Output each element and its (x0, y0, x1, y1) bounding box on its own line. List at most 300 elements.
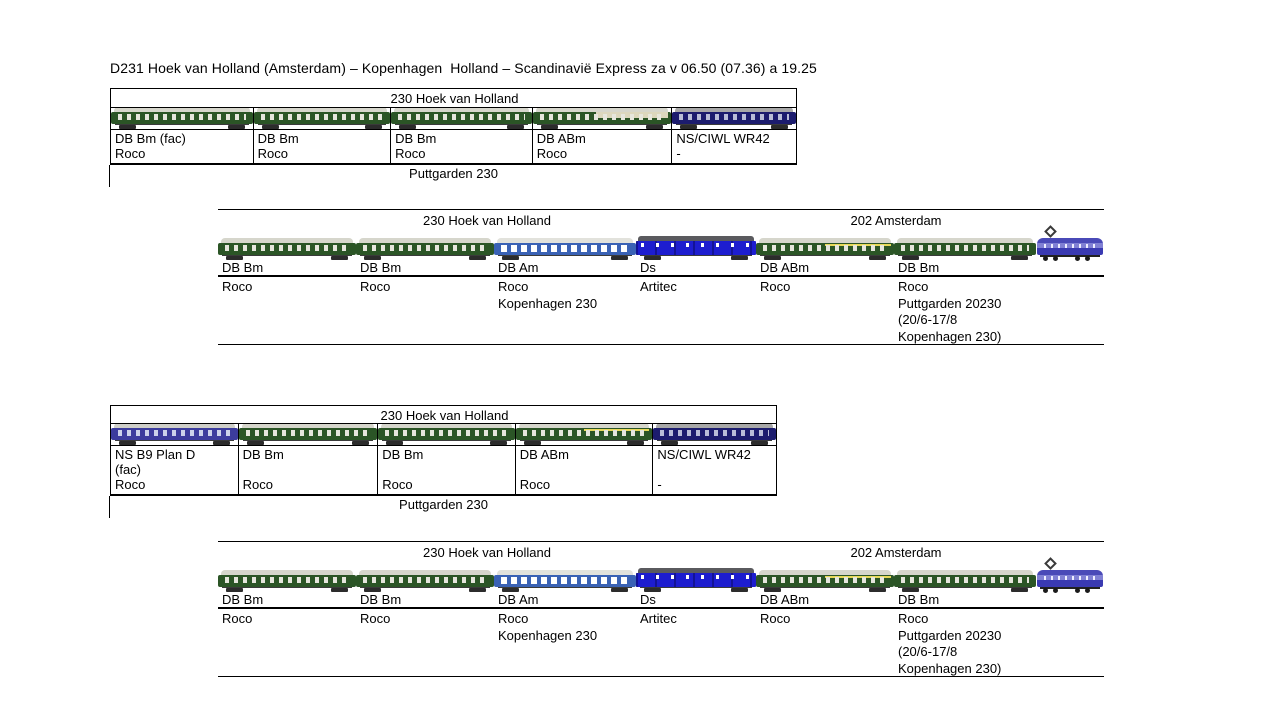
car-name-cell (894, 592, 1036, 607)
bogie (364, 588, 381, 592)
car-cell (1036, 226, 1104, 260)
left-tick (109, 496, 110, 518)
car-windows (398, 114, 525, 120)
car-maker (395, 146, 530, 161)
car-windows (261, 114, 384, 120)
car-type-name (657, 447, 774, 477)
car-maker-line: Artitec (640, 279, 677, 294)
car-cell (238, 423, 378, 445)
coach-green-icon (218, 238, 356, 260)
car-maker-cell (636, 609, 756, 676)
car-type-line: (fac) (115, 462, 141, 477)
car-windows (363, 577, 487, 583)
car-maker-line: Roco (242, 477, 273, 492)
coach-green-cream-icon (533, 107, 672, 129)
train-image-row (218, 566, 1104, 592)
car-maker-line: Roco (498, 611, 529, 626)
bogie (399, 125, 416, 129)
bogie (869, 588, 886, 592)
car-windows (501, 245, 629, 252)
car-maker-cell (756, 277, 894, 344)
locomotive-body (1037, 570, 1103, 587)
car-maker-line: (20/6-17/8 (898, 644, 958, 659)
car-name-cell (756, 592, 894, 607)
bogie (524, 441, 541, 445)
car-body (111, 112, 253, 124)
bogie (680, 125, 697, 129)
car-type-line: NS/CIWL WR42 (676, 131, 770, 146)
car-chassis (378, 440, 515, 445)
car-cell (494, 238, 636, 260)
car-windows (225, 577, 349, 583)
route-header: 202 Amsterdam (850, 545, 942, 560)
car-body (239, 428, 378, 440)
car-cell (894, 570, 1036, 592)
consist-footer (110, 496, 777, 516)
car-name-cell (894, 260, 1036, 275)
car-maker-line: Roco (115, 146, 146, 161)
car-type-line: DB Bm (898, 260, 940, 275)
car-cell (636, 236, 756, 260)
bogie (469, 588, 486, 592)
car-maker (115, 477, 236, 492)
car-chassis (254, 124, 391, 129)
coach-navy-icon (653, 423, 776, 445)
coach-green-yellow-icon (516, 423, 653, 445)
car-cell (390, 107, 532, 129)
car-maker (537, 146, 670, 161)
car-body (218, 243, 356, 255)
bogie (627, 441, 644, 445)
footer-label: Puttgarden 230 (409, 166, 498, 181)
car-windows (763, 577, 887, 583)
route-header: 230 Hoek van Holland (423, 213, 551, 228)
car-cell (356, 238, 494, 260)
consist-header-row (111, 89, 796, 108)
car-cell (356, 570, 494, 592)
car-type-line: DB Bm (395, 131, 437, 146)
coach-steel-icon (494, 570, 636, 592)
car-maker-cell (894, 609, 1036, 676)
car-body (636, 241, 756, 255)
car-chassis (894, 587, 1036, 592)
car-makers-row (218, 609, 1104, 677)
car-cell (1036, 558, 1104, 592)
consist-header-row (111, 406, 776, 424)
car-maker-line: - (676, 146, 681, 161)
car-chassis (494, 255, 636, 260)
route-header: 202 Amsterdam (850, 213, 942, 228)
bogie (611, 588, 628, 592)
car-type-name (537, 131, 670, 146)
coach-green-icon (239, 423, 378, 445)
car-maker-line: - (657, 477, 662, 492)
locomotive-windows (1044, 576, 1096, 580)
coach-green-icon (356, 570, 494, 592)
car-body (894, 575, 1036, 587)
car-windows (763, 245, 887, 251)
train-image-row (111, 424, 776, 446)
car-chassis (533, 124, 672, 129)
consist-header-row (218, 542, 1104, 566)
consist-section-3 (110, 405, 777, 516)
bogie (365, 125, 382, 129)
car-type-line: Ds (640, 260, 656, 275)
car-chassis (494, 587, 636, 592)
coach-indigo-icon (111, 423, 238, 445)
car-type-line: DB ABm (536, 131, 586, 146)
car-windows (118, 114, 246, 120)
page-title: D231 Hoek van Holland (Amsterdam) – Kopenhagen Holland – Scandinavië Express za v 06.50 (07.36) a 19.25 (110, 60, 817, 76)
car-body (378, 428, 515, 440)
consist-section-1 (110, 88, 797, 185)
car-windows (679, 114, 789, 120)
car-maker (676, 146, 794, 161)
van-royal-icon (636, 236, 756, 260)
car-windows (540, 114, 665, 120)
car-maker-cell (756, 609, 894, 676)
bogie (771, 125, 788, 129)
car-windows (901, 245, 1029, 251)
car-label-cell (111, 130, 253, 163)
left-tick (109, 165, 110, 187)
bogie (331, 588, 348, 592)
coach-green-icon (254, 107, 391, 129)
consist-box (110, 405, 777, 496)
car-labels-row (111, 130, 796, 163)
bogie (119, 125, 136, 129)
car-names-row (218, 260, 1104, 277)
car-type-line: Ds (640, 592, 656, 607)
car-maker-cell (494, 277, 636, 344)
car-maker (520, 477, 651, 492)
car-name-cell (356, 592, 494, 607)
car-maker-line: Kopenhagen 230 (498, 627, 598, 643)
car-type-name (676, 131, 794, 146)
bogie (507, 125, 524, 129)
car-chassis (756, 255, 894, 260)
car-type-line: DB Bm (898, 592, 940, 607)
car-maker-line: Roco (519, 477, 551, 492)
car-cell (253, 107, 391, 129)
car-maker-line: Roco (898, 611, 929, 626)
car-chassis (636, 587, 756, 592)
car-windows (501, 577, 629, 584)
car-type-line: DB Bm (257, 131, 299, 146)
car-name-cell (356, 260, 494, 275)
car-maker-line: Roco (898, 279, 929, 294)
bogie (247, 441, 264, 445)
coach-green-icon (218, 570, 356, 592)
car-cell (218, 570, 356, 592)
car-maker (258, 146, 389, 161)
car-type-line: DB Bm (382, 447, 424, 462)
car-chassis (636, 255, 756, 260)
bogie (731, 256, 748, 260)
route-header: 230 Hoek van Holland (380, 408, 509, 423)
car-maker-line: Roco (222, 611, 253, 626)
car-type-line: DB Am (498, 592, 539, 607)
car-windows (641, 575, 751, 579)
car-chassis (894, 255, 1036, 260)
car-body (672, 112, 796, 124)
car-maker-line: (20/6-17/8 (898, 312, 958, 327)
bogie (1011, 588, 1028, 592)
car-body (111, 428, 238, 440)
car-body (756, 243, 894, 255)
car-type-name (258, 131, 389, 146)
coach-green-yellow-icon (756, 238, 894, 260)
car-maker-line: Roco (360, 611, 391, 626)
car-maker-line: Roco (115, 477, 146, 492)
car-label-cell (515, 446, 653, 494)
car-maker-line: Puttgarden 20230 (898, 295, 1002, 311)
locomotive-wheels (1038, 255, 1102, 260)
car-name-cell (756, 260, 894, 275)
car-chassis (111, 440, 238, 445)
car-chassis (672, 124, 796, 129)
car-chassis (111, 124, 253, 129)
car-maker (382, 477, 513, 492)
bogie (661, 441, 678, 445)
bogie (213, 441, 230, 445)
coach-steel-icon (494, 238, 636, 260)
train-image-row (218, 234, 1104, 260)
car-maker-line: Roco (382, 477, 413, 492)
car-name-cell (494, 592, 636, 607)
car-maker-cell (356, 609, 494, 676)
car-maker-line: Roco (360, 279, 391, 294)
car-cell (218, 238, 356, 260)
bogie (611, 256, 628, 260)
car-maker-cell (894, 277, 1036, 344)
pantograph-icon (1044, 557, 1057, 570)
coach-green-yellow-icon (756, 570, 894, 592)
bogie (502, 256, 519, 260)
car-type-line: DB Bm (360, 260, 402, 275)
car-label-cell (111, 446, 238, 494)
car-windows (385, 430, 508, 436)
car-body (494, 575, 636, 587)
car-maker (115, 146, 251, 161)
car-type-line: DB Bm (360, 592, 402, 607)
electric-locomotive-icon (1036, 558, 1104, 592)
car-label-cell (652, 446, 776, 494)
car-chassis (239, 440, 378, 445)
car-type-line: DB ABm (760, 592, 810, 607)
car-maker-line: Roco (536, 146, 568, 161)
car-name-cell (1036, 592, 1104, 607)
bogie (902, 256, 919, 260)
bogie (226, 588, 243, 592)
car-body (356, 575, 494, 587)
car-type-name (382, 447, 513, 477)
car-body (636, 573, 756, 587)
bogie (469, 256, 486, 260)
car-windows (901, 577, 1029, 583)
car-name-cell (218, 592, 356, 607)
car-type-line: DB Bm (222, 260, 264, 275)
car-type-line: NS/CIWL WR42 (657, 447, 751, 462)
coach-green-icon (378, 423, 515, 445)
car-body (254, 112, 391, 124)
car-maker-cell (218, 277, 356, 344)
car-type-line: DB Bm (242, 447, 284, 462)
car-chassis (356, 587, 494, 592)
bogie (764, 588, 781, 592)
car-cell (652, 423, 776, 445)
coach-green-icon (356, 238, 494, 260)
car-type-line: NS B9 Plan D (115, 447, 196, 462)
car-makers-row (218, 277, 1104, 345)
car-body (494, 243, 636, 255)
car-chassis (516, 440, 653, 445)
train-image-row (111, 108, 796, 130)
car-body (356, 243, 494, 255)
electric-locomotive-icon (1036, 226, 1104, 260)
car-type-line: DB ABm (760, 260, 810, 275)
car-type-line: DB Am (498, 260, 539, 275)
car-type-line: DB ABm (519, 447, 569, 462)
bogie (644, 588, 661, 592)
car-chassis (756, 587, 894, 592)
bogie (869, 256, 886, 260)
car-cell (756, 570, 894, 592)
car-cell (894, 238, 1036, 260)
car-maker (243, 477, 376, 492)
bogie (751, 441, 768, 445)
bogie (502, 588, 519, 592)
car-chassis (356, 255, 494, 260)
car-body (516, 428, 653, 440)
bogie (764, 256, 781, 260)
car-windows (523, 430, 646, 436)
bogie (364, 256, 381, 260)
bogie (1011, 256, 1028, 260)
bogie (731, 588, 748, 592)
car-cell (636, 568, 756, 592)
coach-green-icon (111, 107, 253, 129)
route-header: 230 Hoek van Holland (390, 91, 519, 106)
car-cell (111, 107, 253, 129)
car-label-cell (253, 130, 391, 163)
car-chassis (391, 124, 532, 129)
consist-footer (110, 165, 797, 185)
car-cell (111, 423, 238, 445)
consist-section-2 (218, 209, 1104, 345)
footer-label: Puttgarden 230 (399, 497, 488, 512)
car-label-cell (390, 130, 532, 163)
bogie (490, 441, 507, 445)
car-maker-line: Roco (760, 279, 791, 294)
car-maker-line: Kopenhagen 230) (898, 328, 1002, 344)
car-maker-cell (1036, 609, 1104, 676)
car-maker-cell (356, 277, 494, 344)
consist-header-row (218, 210, 1104, 234)
car-chassis (218, 255, 356, 260)
coach-green-icon (391, 107, 532, 129)
car-cell (532, 107, 672, 129)
car-chassis (218, 587, 356, 592)
car-windows (118, 430, 231, 436)
bogie (228, 125, 245, 129)
car-maker-line: Roco (257, 146, 288, 161)
car-windows (363, 245, 487, 251)
car-names-row (218, 592, 1104, 609)
bogie (226, 256, 243, 260)
car-maker-line: Puttgarden 20230 (898, 627, 1002, 643)
car-cell (377, 423, 515, 445)
car-maker-line: Roco (395, 146, 426, 161)
van-royal-icon (636, 568, 756, 592)
car-type-name (115, 447, 236, 477)
bogie (352, 441, 369, 445)
car-windows (225, 245, 349, 251)
bogie (331, 256, 348, 260)
car-name-cell (636, 592, 756, 607)
car-maker (657, 477, 774, 492)
car-label-cell (671, 130, 796, 163)
car-body (391, 112, 532, 124)
coach-green-icon (894, 238, 1036, 260)
car-cell (515, 423, 653, 445)
car-type-name (520, 447, 651, 477)
bogie (644, 256, 661, 260)
bogie (386, 441, 403, 445)
car-windows (641, 243, 751, 247)
car-maker-cell (1036, 277, 1104, 344)
locomotive-windows (1044, 244, 1096, 248)
car-windows (246, 430, 371, 436)
pantograph-icon (1044, 225, 1057, 238)
car-maker-cell (636, 277, 756, 344)
route-header: 230 Hoek van Holland (423, 545, 551, 560)
car-cell (756, 238, 894, 260)
bogie (119, 441, 136, 445)
consist-box (110, 88, 797, 165)
car-body (653, 428, 776, 440)
car-body (218, 575, 356, 587)
car-name-cell (1036, 260, 1104, 275)
bogie (902, 588, 919, 592)
car-name-cell (494, 260, 636, 275)
bogie (541, 125, 558, 129)
car-labels-row (111, 446, 776, 494)
car-label-cell (377, 446, 515, 494)
car-windows (660, 430, 769, 436)
car-label-cell (532, 130, 672, 163)
locomotive-body (1037, 238, 1103, 255)
car-body (894, 243, 1036, 255)
car-type-name (243, 447, 376, 477)
car-label-cell (238, 446, 378, 494)
car-type-name (395, 131, 530, 146)
car-maker-line: Roco (760, 611, 791, 626)
car-type-line: DB Bm (222, 592, 264, 607)
car-cell (494, 570, 636, 592)
car-type-line: DB Bm (fac) (115, 131, 186, 146)
car-cell (671, 107, 796, 129)
locomotive-wheels (1038, 587, 1102, 592)
car-maker-line: Kopenhagen 230) (898, 660, 1002, 676)
bogie (646, 125, 663, 129)
car-body (533, 112, 672, 124)
car-name-cell (636, 260, 756, 275)
car-maker-cell (494, 609, 636, 676)
car-name-cell (218, 260, 356, 275)
car-maker-line: Roco (498, 279, 529, 294)
car-chassis (653, 440, 776, 445)
